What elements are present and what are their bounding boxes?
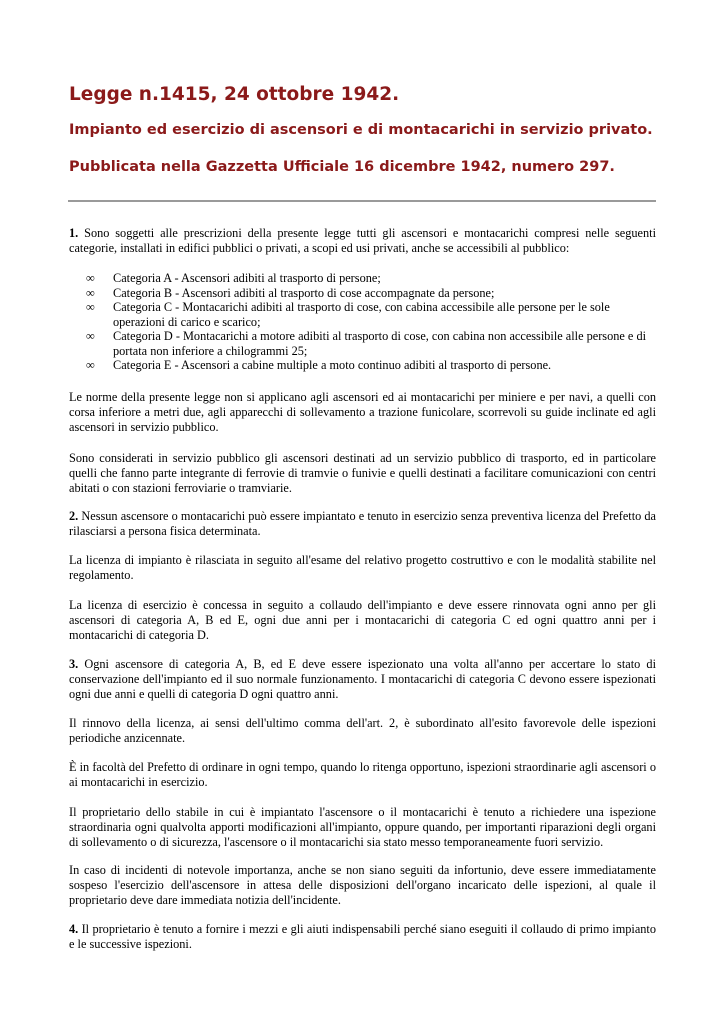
article-number: 4. [69,922,79,936]
article-2-paragraph [69,509,656,539]
paragraph: È in facoltà del Prefetto di ordinare in ogni tempo, quando lo ritenga opportuno, ispezioni straordinarie agli ascensori o ai montacarichi in esercizio. [69,760,656,789]
article-text: Ogni ascensore di categoria A, B, ed E deve essere ispezionato una volta all'anno per accertare lo stato di conservazione dell'impianto ed il suo normale funzionamento. I montacarichi di categoria C devono essere ispezionati ogni due anni e quelli di categoria D ogni quattro anni. [69,657,656,701]
list-item [86,300,656,329]
infinity-bullet-icon: ∞ [86,329,95,343]
article-number: 3. [69,657,79,671]
law-title: Legge n.1415, 24 ottobre 1942. [69,84,400,105]
list-item-text: Categoria E - Ascensori a cabine multiple a moto continuo adibiti al trasporto di persone. [113,358,552,372]
list-item-text: Categoria A - Ascensori adibiti al trasporto di persone; [113,271,381,285]
list-item-text: Categoria D - Montacarichi a motore adibiti al trasporto di cose, con cabina non accessibile alle persone e di portata non inferiore a chilogrammi 25; [113,329,647,358]
infinity-bullet-icon: ∞ [86,285,95,300]
article-text: Il proprietario è tenuto a fornire i mezzi e gli aiuti indispensabili perché siano eseguiti il collaudo di primo impianto e le successive ispezioni. [69,922,656,951]
article-number: 2. [69,509,79,523]
horizontal-divider [68,200,656,202]
paragraph: Le norme della presente legge non si applicano agli ascensori ed ai montacarichi per miniere e per navi, a quelli con corsa inferiore a metri due, agli apparecchi di sollevamento a trazione funicolare, scorrevoli su guide inclinate ed agli ascensori in servizio pubblico. [69,390,656,434]
list-item [86,271,656,286]
article-text: Sono soggetti alle prescrizioni della presente legge tutti gli ascensori e montacarichi compresi nelle seguenti categorie, installati in edifici pubblici o privati, a scopi ed usi privati, anche se accessibili al pubblico: [69,226,656,255]
list-item [86,329,656,358]
article-3-paragraph [69,657,656,702]
list-item [86,286,656,301]
publication-note: Pubblicata nella Gazzetta Ufficiale 16 dicembre 1942, numero 297. [69,159,615,175]
article-text: Nessun ascensore o montacarichi può essere impiantato e tenuto in esercizio senza preventiva licenza del Prefetto da rilasciarsi a persona fisica determinata. [69,509,656,538]
article-4-paragraph [69,922,656,952]
paragraph: Il rinnovo della licenza, ai sensi dell'ultimo comma dell'art. 2, è subordinato all'esito favorevole delle ispezioni periodiche anzicennate. [69,716,656,745]
article-1-paragraph [69,226,656,256]
category-list [86,271,656,373]
law-subtitle: Impianto ed esercizio di ascensori e di montacarichi in servizio privato. [69,122,653,138]
infinity-bullet-icon: ∞ [86,300,95,314]
article-number: 1. [69,226,79,240]
paragraph: La licenza di esercizio è concessa in seguito a collaudo dell'impianto e deve essere rinnovata ogni anno per gli ascensori di categoria A, B ed E, ogni due anni per i montacarichi di categoria C ed ogni quattro anni per i montacarichi di categoria D. [69,598,656,642]
paragraph: Il proprietario dello stabile in cui è impiantato l'ascensore o il montacarichi è tenuto a richiedere una ispezione straordinaria ogni qualvolta apporti modificazioni all'impianto, oppure quando, per importanti riparazioni degli organi di sollevamento o di sicurezza, l'ascensore o il montacarichi sia stato messo temporaneamente fuori servizio. [69,805,656,849]
infinity-bullet-icon: ∞ [86,271,95,285]
infinity-bullet-icon: ∞ [86,358,95,372]
paragraph: In caso di incidenti di notevole importanza, anche se non siano seguiti da infortunio, deve essere immediatamente sospeso l'esercizio dell'ascensore in attesa delle disposizioni dell'organo incaricato delle ispezioni, al quale il proprietario deve dare immediata notizia dell'incidente. [69,863,656,907]
list-item-text: Categoria C - Montacarichi adibiti al trasporto di cose, con cabina accessibile alle persone per le sole operazioni di carico e scarico; [113,300,610,329]
paragraph: La licenza di impianto è rilasciata in seguito all'esame del relativo progetto costruttivo e con le modalità stabilite nel regolamento. [69,553,656,582]
paragraph: Sono considerati in servizio pubblico gli ascensori destinati ad un servizio pubblico di trasporto, ed in particolare quelli che fanno parte integrante di ferrovie di tramvie o funivie e quelli destinati a facilitare comunicazioni con centri abitati o con stazioni ferroviarie o tramviarie. [69,451,656,495]
list-item-text: Categoria B - Ascensori adibiti al trasporto di cose accompagnate da persone; [113,285,495,300]
list-item [86,358,656,373]
